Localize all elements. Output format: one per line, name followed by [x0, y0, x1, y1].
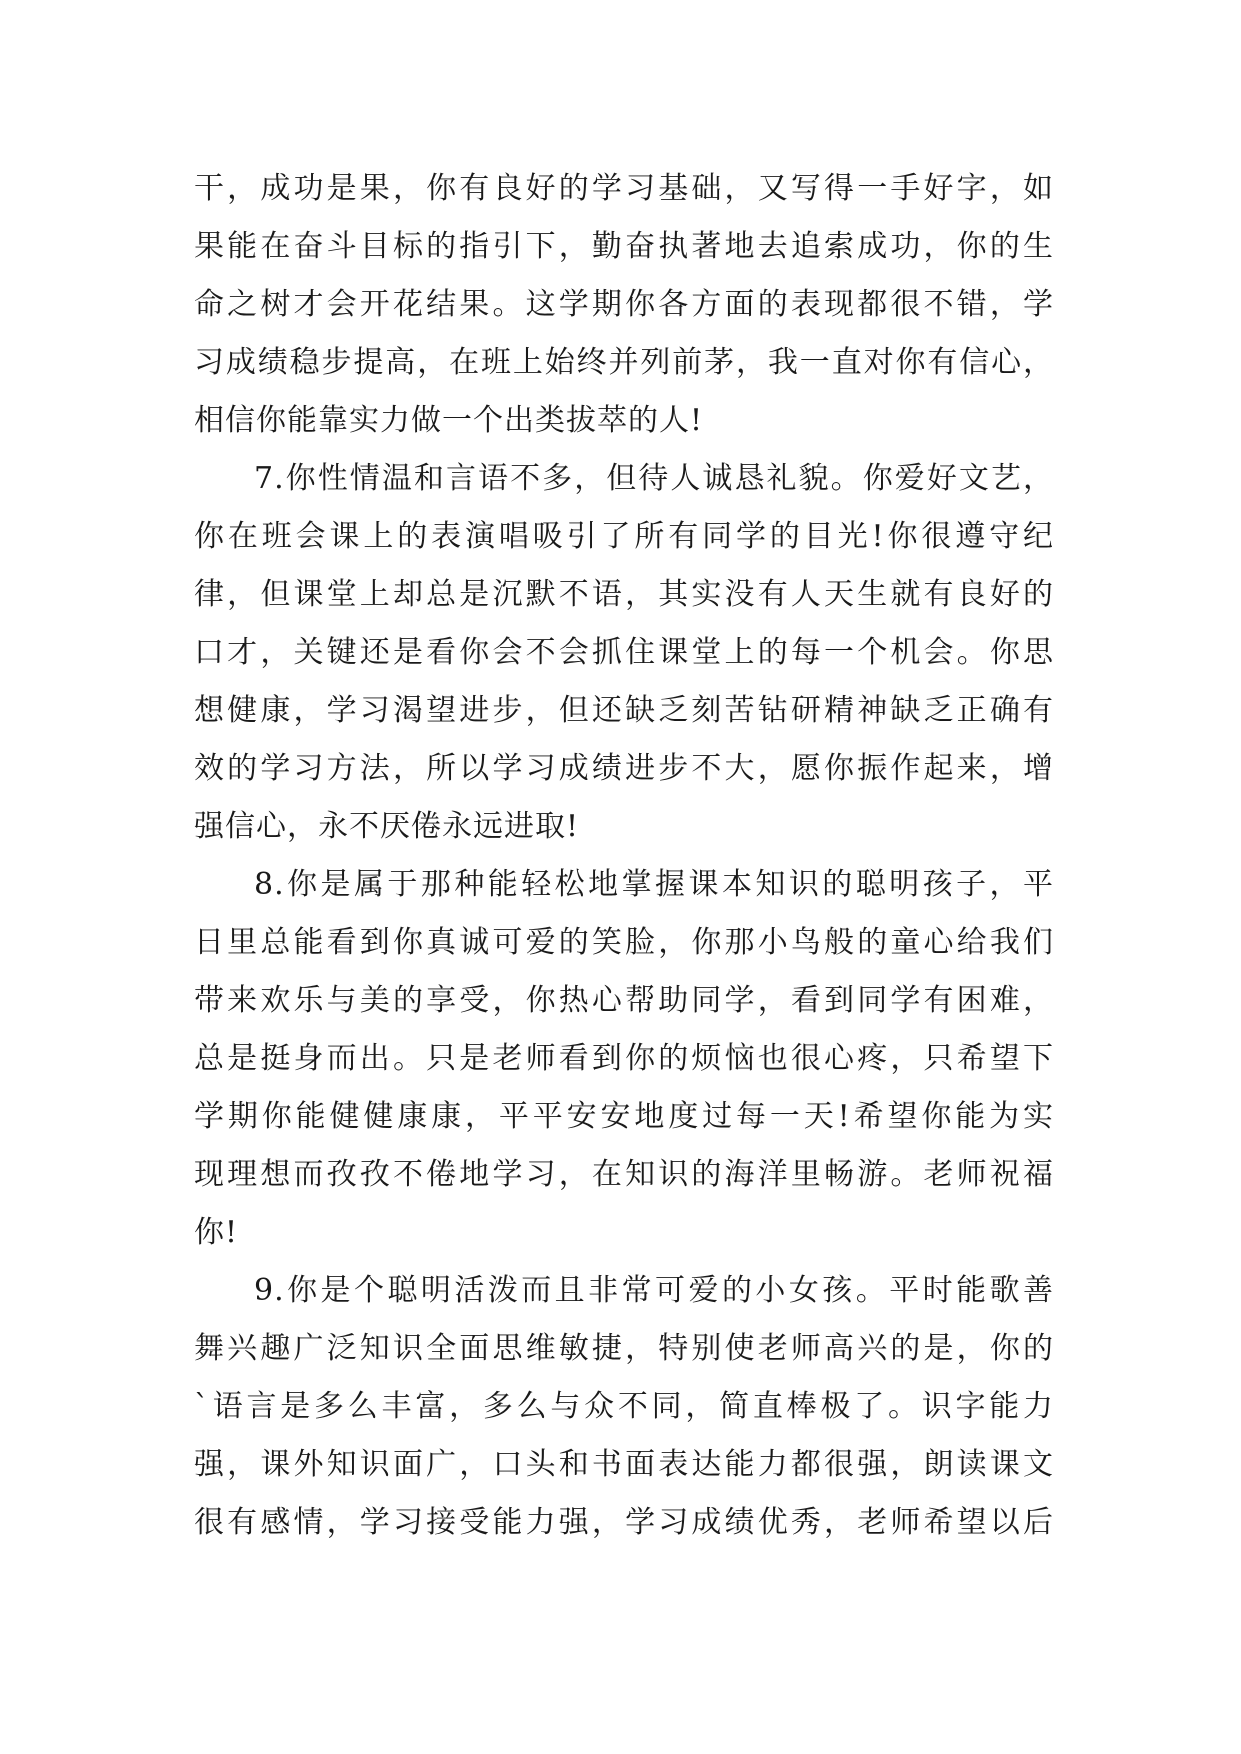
text-line: 相信你能靠实力做一个出类拔萃的人! [194, 403, 704, 438]
text-line: `语言是多么丰富，多么与众不同，简直棒极了。识字能力 [194, 1389, 1054, 1424]
paragraph-start-8: 8.你是属于那种能轻松地掌握课本知识的聪明孩子，平 [254, 867, 1054, 902]
text-line: 学期你能健健康康，平平安安地度过每一天!希望你能为实 [194, 1099, 1054, 1134]
text-line: 带来欢乐与美的享受，你热心帮助同学，看到同学有困难， [194, 983, 1054, 1018]
text-line: 现理想而孜孜不倦地学习，在知识的海洋里畅游。老师祝福 [194, 1157, 1054, 1192]
document-body [194, 160, 1054, 1552]
text-line: 你! [194, 1215, 239, 1250]
text-line: 果能在奋斗目标的指引下，勤奋执著地去追索成功，你的生 [194, 229, 1054, 264]
text-line: 强信心，永不厌倦永远进取! [194, 809, 580, 844]
paragraph-start-9: 9.你是个聪明活泼而且非常可爱的小女孩。平时能歌善 [254, 1273, 1054, 1308]
text-line: 习成绩稳步提高，在班上始终并列前茅，我一直对你有信心， [194, 345, 1054, 380]
text-line: 很有感情，学习接受能力强，学习成绩优秀，老师希望以后 [194, 1505, 1054, 1540]
text-line: 想健康，学习渴望进步，但还缺乏刻苦钻研精神缺乏正确有 [194, 693, 1054, 728]
text-line: 效的学习方法，所以学习成绩进步不大，愿你振作起来，增 [194, 751, 1054, 786]
text-line: 你在班会课上的表演唱吸引了所有同学的目光!你很遵守纪 [194, 519, 1054, 554]
text-line: 律，但课堂上却总是沉默不语，其实没有人天生就有良好的 [194, 577, 1054, 612]
text-line: 命之树才会开花结果。这学期你各方面的表现都很不错，学 [194, 287, 1054, 322]
text-line: 日里总能看到你真诚可爱的笑脸，你那小鸟般的童心给我们 [194, 925, 1054, 960]
text-line: 强，课外知识面广，口头和书面表达能力都很强，朗读课文 [194, 1447, 1054, 1482]
text-line: 舞兴趣广泛知识全面思维敏捷，特别使老师高兴的是，你的 [194, 1331, 1054, 1366]
paragraph-start-7: 7.你性情温和言语不多，但待人诚恳礼貌。你爱好文艺， [254, 461, 1054, 496]
text-line: 总是挺身而出。只是老师看到你的烦恼也很心疼，只希望下 [194, 1041, 1054, 1076]
text-line: 口才，关键还是看你会不会抓住课堂上的每一个机会。你思 [194, 635, 1054, 670]
text-line: 干，成功是果，你有良好的学习基础，又写得一手好字，如 [194, 171, 1054, 206]
